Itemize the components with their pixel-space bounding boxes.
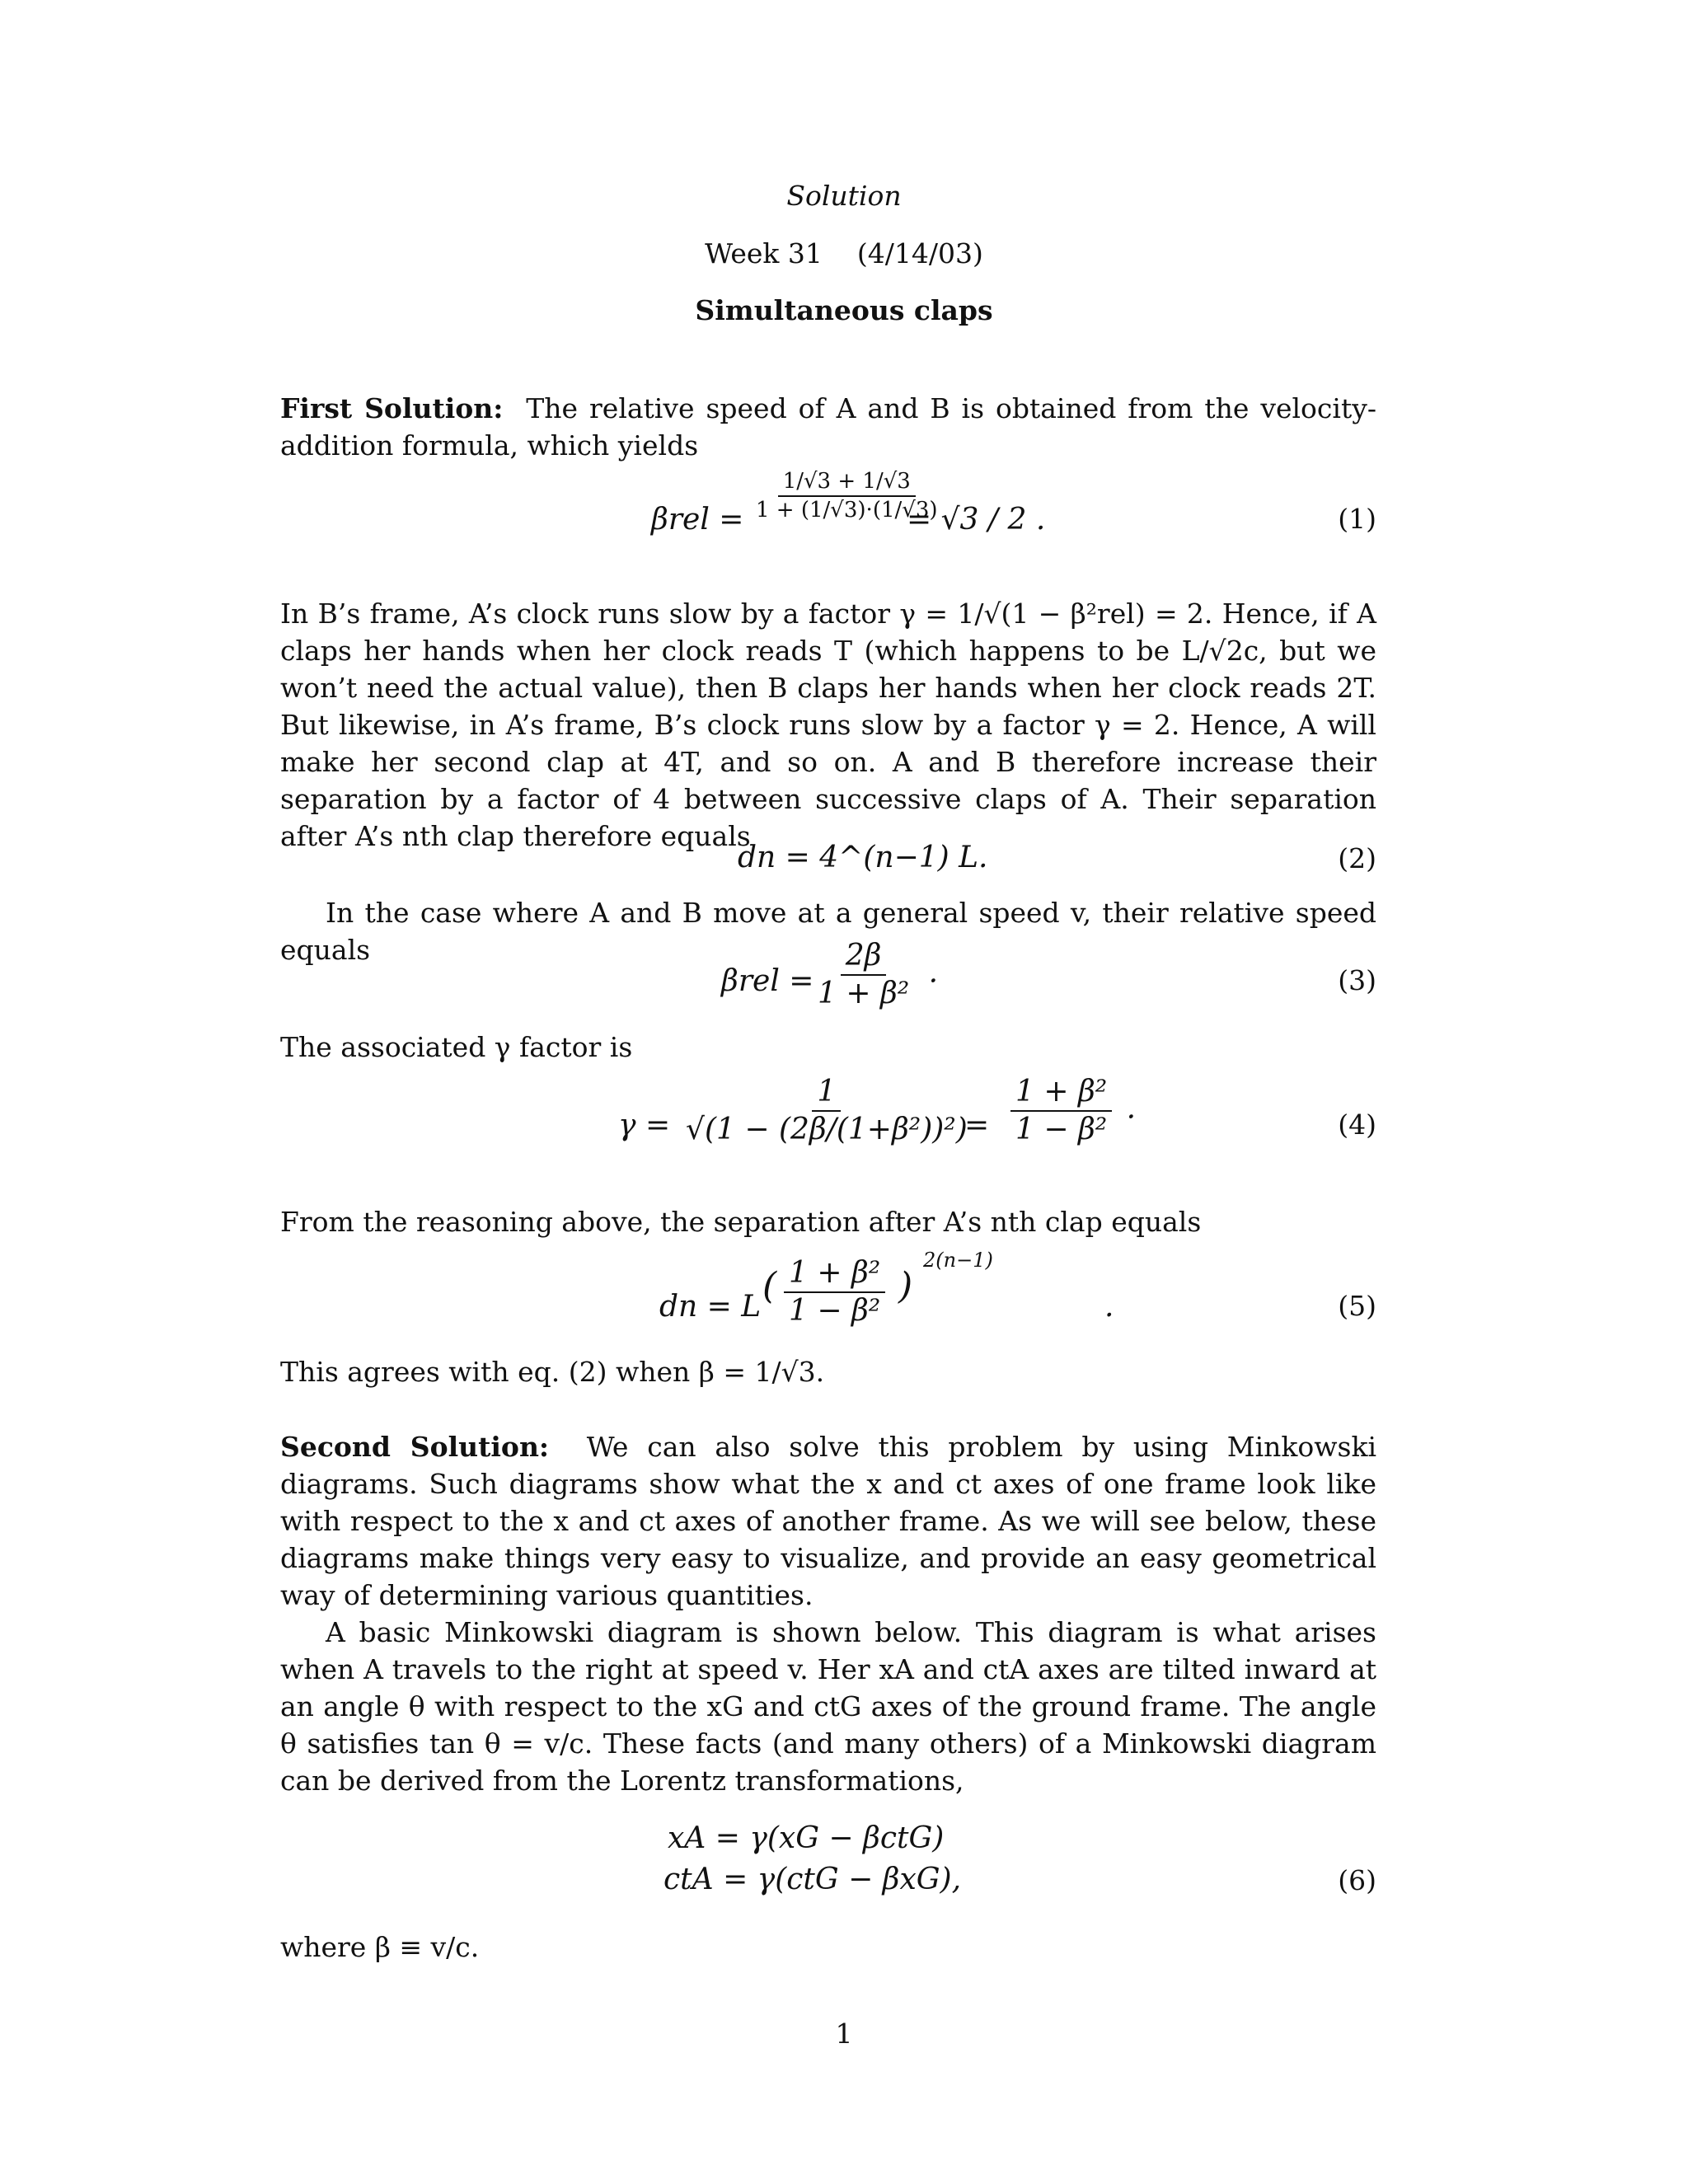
page-number: 1 (835, 2018, 853, 2050)
eq5-number: (5) (1338, 1290, 1376, 1322)
eq3-fraction: $\frac{2\beta}{\text{1 + β²}}$ . (808, 940, 938, 1010)
eq1-number: (1) (1338, 503, 1376, 535)
eq5-period: . (1104, 1290, 1114, 1324)
equation-6 (280, 1821, 1376, 1904)
equation-1 (280, 470, 1376, 577)
eq6-line2: ctA = γ(ctG − βxG), (663, 1863, 962, 1896)
eq4-right-fraction: $\frac{\text{1 + β²}}{\text{1 − β²}}$ . (1006, 1076, 1136, 1146)
first-solution-heading: First Solution: (280, 392, 504, 424)
minkowski-paragraph: A basic Minkowski diagram is shown below. This diagram is what arises when A travels to the right at speed v. Her xA and ctA axes are tilted inward at an angle θ with respect to the xG and ctG axes of the ground frame. The angle θ satisfies tan θ = v/c. These facts (and many others) of a Minkowski diagram can be derived from the Lorentz transformations, (280, 1616, 1376, 1797)
eq2-body: dn = 4^(n−1) L. (738, 841, 988, 874)
week-line (0, 237, 1688, 269)
eq4-mid-numerator: 1 (812, 1076, 841, 1112)
second-solution-text: We can also solve this problem by using Minkowski diagrams. Such diagrams show what the x and ct axes of one frame look like with respect to the x and ct axes of another frame. As we will see below, these diagrams make things very easy to visualize, and provide an easy geometrical way of determining various quantities. (280, 1431, 1377, 1611)
eq4-lhs: γ = (618, 1108, 671, 1142)
beta-definition: where β ≡ v/c. (280, 1931, 480, 1963)
eq3-denominator: 1 + β² (818, 976, 910, 1010)
eq5-left-paren: ( (762, 1265, 777, 1307)
eq5-inner-fraction (779, 1257, 890, 1327)
gamma-intro: The associated γ factor is (280, 1031, 633, 1063)
week-date: (4/14/03) (856, 237, 983, 269)
eq4-number: (4) (1338, 1108, 1376, 1141)
first-solution-intro-text: The relative speed of A and B is obtained from the velocity-addition formula, which yields (280, 392, 1377, 462)
eq4-rhs-numerator: 1 + β² (1010, 1076, 1112, 1112)
eq5-inner-denominator: 1 − β² (789, 1293, 881, 1328)
eq1-lhs: βrel = (651, 503, 744, 537)
eq1-fraction: $\frac{1/√3 + 1/√3}{1 + (1/√3)\cdot(1/√3)}$ (756, 469, 938, 523)
eq3-numerator: 2β (841, 940, 887, 976)
general-speed-paragraph: In the case where A and B move at a general speed v, their relative speed equals (280, 897, 1376, 966)
equation-4 (280, 1076, 1376, 1199)
eq6-number: (6) (1338, 1864, 1376, 1896)
equation-5 (280, 1249, 1376, 1356)
agreement-sentence: This agrees with eq. (2) when β = 1/√3. (280, 1356, 825, 1388)
week-number: Week 31 (705, 237, 823, 269)
eq6-line1: xA = γ(xG − βctG) (668, 1821, 945, 1855)
reasoning-paragraph: From the reasoning above, the separation after A’s nth clap equals (280, 1206, 1202, 1238)
eq3-lhs: βrel = (721, 964, 814, 998)
second-solution-heading: Second Solution: (280, 1431, 550, 1463)
eq5-right-paren: ) (898, 1265, 913, 1307)
eq5-exponent: 2(n−1) (923, 1249, 993, 1272)
eq1-rhs: = √3 / 2 . (907, 503, 1046, 537)
second-solution-paragraph (280, 1428, 1376, 1614)
page-title: Simultaneous claps (695, 294, 993, 326)
first-solution-intro (280, 390, 1376, 464)
first-solution-gamma-paragraph: In B’s frame, A’s clock runs slow by a factor γ = 1/√(1 − β²rel) = 2. Hence, if A claps her hands when her clock reads T (which happens to be L/√2c, but we won’t need the actual value), then B claps her hands when her clock reads 2T. But likewise, in A’s frame, B’s clock runs slow by a factor γ = 2. Hence, A will make her second clap at 4T, and so on. A and B therefore increase their separation by a factor of 4 between successive claps of A. Their separation after A’s nth clap therefore equals (280, 598, 1376, 852)
eq5-inner-numerator: 1 + β² (784, 1257, 885, 1293)
eq2-number: (2) (1338, 842, 1376, 874)
eq4-middle-fraction (676, 1076, 978, 1146)
equation-3 (280, 940, 1376, 1022)
eq3-number: (3) (1338, 964, 1376, 996)
eq4-equals: = (964, 1108, 990, 1142)
equation-2 (280, 841, 1376, 882)
solution-label: Solution (786, 180, 902, 212)
eq4-rhs-denominator: 1 − β² (1015, 1112, 1108, 1146)
eq4-mid-denominator: √(1 − (2β/(1+β²))²) (686, 1112, 968, 1146)
eq5-lhs: dn = L (659, 1290, 762, 1324)
